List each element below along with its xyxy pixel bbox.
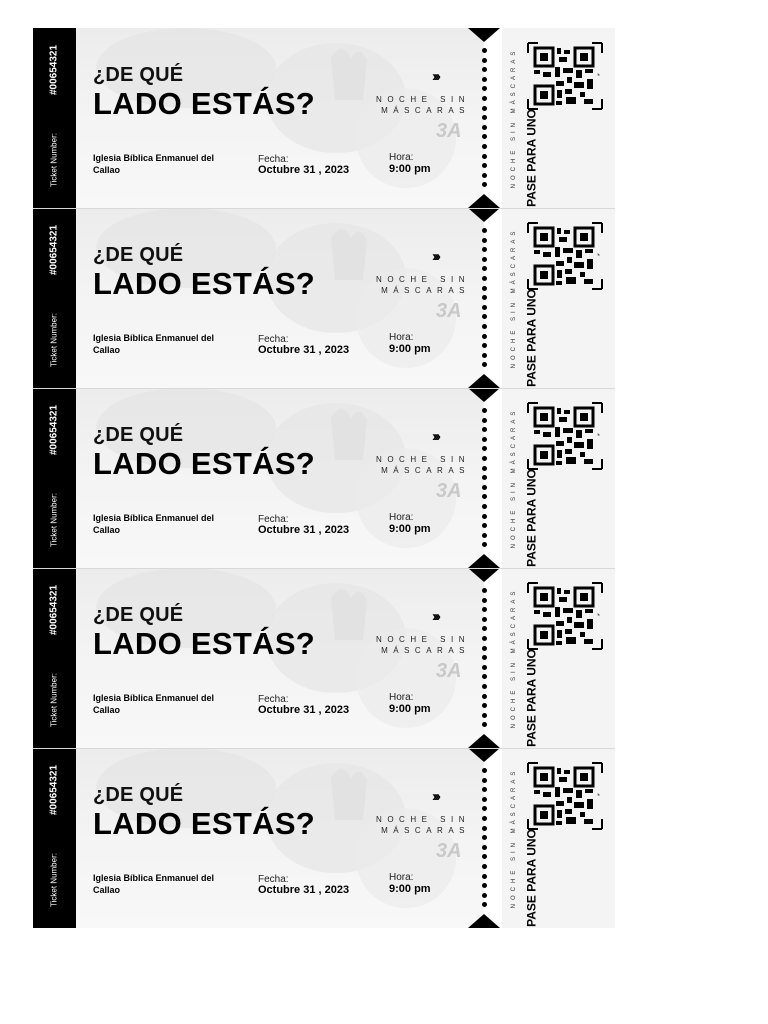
event-name-line1: NOCHE SIN: [376, 275, 470, 284]
perforation: [466, 208, 502, 388]
perforation-dot: [482, 115, 487, 120]
perforation-dot: [482, 48, 487, 53]
venue: Iglesia Bíblica Enmanuel del Callao: [93, 873, 215, 895]
heading-big: LADO ESTÁS?: [93, 266, 316, 301]
perforation: [466, 568, 502, 748]
stub-pass-text: PASE PARA UNO: [524, 289, 539, 387]
ticket-stub: [502, 388, 615, 568]
heading-big: LADO ESTÁS?: [93, 86, 316, 121]
time-value: 9:00 pm: [389, 163, 431, 175]
perforation-dot: [482, 408, 487, 413]
perforation-dot: [482, 607, 487, 612]
ticket-number-strip: [33, 748, 76, 928]
date-value: Octubre 31 , 2023: [258, 704, 350, 716]
ticket: [33, 208, 615, 388]
ticket: [33, 28, 615, 208]
time-label: Hora:: [389, 512, 414, 523]
perforation-dot: [482, 154, 487, 159]
logo-3a-icon: 3A: [436, 660, 462, 682]
perforation: [466, 388, 502, 568]
perforation-dot: [482, 163, 487, 168]
heading-big: LADO ESTÁS?: [93, 446, 316, 481]
perforation-dot: [482, 598, 487, 603]
event-name: [370, 94, 470, 116]
perforation-dot: [482, 665, 487, 670]
ticket-number-label: Ticket Number:: [49, 853, 59, 907]
perforation-dot: [482, 106, 487, 111]
time-label: Hora:: [389, 692, 414, 703]
event-name-line2: MÁSCARAS: [381, 826, 470, 835]
chevrons-right-icon: ›››: [432, 248, 438, 265]
perforation-dot: [482, 494, 487, 499]
date-label: Fecha:: [258, 874, 289, 885]
ticket: [33, 388, 615, 568]
date-value: Octubre 31 , 2023: [258, 164, 350, 176]
chevrons-right-icon: ›››: [432, 608, 438, 625]
ticket-number-strip: [33, 568, 76, 748]
perforation-dot: [482, 778, 487, 783]
heading-small: ¿DE QUÉ: [93, 424, 184, 446]
ticket-number: #00654321: [48, 404, 60, 456]
perforation-dot: [482, 257, 487, 262]
perforation-dot: [482, 247, 487, 252]
ticket-sheet: [33, 28, 615, 926]
time-value: 9:00 pm: [389, 703, 431, 715]
perforation-dot: [482, 466, 487, 471]
qr-code-icon: [526, 761, 604, 831]
chevrons-right-icon: ›››: [432, 428, 438, 445]
perforation-dot: [482, 475, 487, 480]
ticket-number: #00654321: [48, 44, 60, 96]
perforation-dot: [482, 674, 487, 679]
perforation-dot: [482, 173, 487, 178]
perforation-dot: [482, 542, 487, 547]
qr-code-icon: [526, 401, 604, 471]
ticket-divider: [33, 388, 615, 389]
ticket-main: [76, 568, 484, 748]
logo-3a-icon: 3A: [436, 120, 462, 142]
perforation-dot: [482, 266, 487, 271]
perforation: [466, 28, 502, 208]
venue: Iglesia Bíblica Enmanuel del Callao: [93, 153, 215, 175]
perforation: [466, 748, 502, 928]
event-name: [370, 454, 470, 476]
perforation-dot: [482, 787, 487, 792]
ticket-number: #00654321: [48, 764, 60, 816]
perforation-dot: [482, 343, 487, 348]
venue: Iglesia Bíblica Enmanuel del Callao: [93, 513, 215, 535]
ticket-number-label: Ticket Number:: [49, 313, 59, 367]
venue: Iglesia Bíblica Enmanuel del Callao: [93, 333, 215, 355]
perforation-dot: [482, 636, 487, 641]
perforation-dot: [482, 86, 487, 91]
ticket-main: [76, 388, 484, 568]
ticket: [33, 748, 615, 928]
perforation-dot: [482, 134, 487, 139]
stub-event-name: NOCHE SIN MÁSCARAS: [511, 47, 517, 189]
event-name: [370, 274, 470, 296]
perforation-notch-top: [468, 748, 500, 762]
date-label: Fecha:: [258, 694, 289, 705]
event-name-line1: NOCHE SIN: [376, 815, 470, 824]
ticket-stub: [502, 568, 615, 748]
perforation-dot: [482, 684, 487, 689]
perforation-dot: [482, 816, 487, 821]
perforation-dot: [482, 276, 487, 281]
date-value: Octubre 31 , 2023: [258, 884, 350, 896]
small-logo-icon: ◔: [595, 790, 601, 800]
perforation-dot: [482, 96, 487, 101]
time-label: Hora:: [389, 872, 414, 883]
perforation-dot: [482, 902, 487, 907]
perforation-dot: [482, 883, 487, 888]
stub-event-name: NOCHE SIN MÁSCARAS: [511, 407, 517, 549]
event-name-line1: NOCHE SIN: [376, 635, 470, 644]
heading-big: LADO ESTÁS?: [93, 806, 316, 841]
perforation-dot: [482, 58, 487, 63]
perforation-dot: [482, 353, 487, 358]
event-name-line2: MÁSCARAS: [381, 106, 470, 115]
perforation-dot: [482, 646, 487, 651]
perforation-dot: [482, 286, 487, 291]
perforation-dot: [482, 314, 487, 319]
stub-pass-text: PASE PARA UNO: [524, 109, 539, 207]
perforation-dot: [482, 893, 487, 898]
perforation-dot: [482, 703, 487, 708]
perforation-dot: [482, 456, 487, 461]
perforation-dot: [482, 305, 487, 310]
perforation-notch-bottom: [468, 194, 500, 208]
perforation-notch-bottom: [468, 734, 500, 748]
qr-code-icon: [526, 41, 604, 111]
perforation-dot: [482, 362, 487, 367]
perforation-dot: [482, 324, 487, 329]
perforation-dot: [482, 845, 487, 850]
heading-small: ¿DE QUÉ: [93, 64, 184, 86]
qr-code-icon: [526, 581, 604, 651]
time-value: 9:00 pm: [389, 883, 431, 895]
event-name-line1: NOCHE SIN: [376, 95, 470, 104]
perforation-notch-bottom: [468, 554, 500, 568]
chevrons-right-icon: ›››: [432, 788, 438, 805]
perforation-dot: [482, 835, 487, 840]
ticket-main: [76, 28, 484, 208]
perforation-dot: [482, 722, 487, 727]
event-name-line2: MÁSCARAS: [381, 466, 470, 475]
date-value: Octubre 31 , 2023: [258, 344, 350, 356]
perforation-dot: [482, 854, 487, 859]
ticket-number-strip: [33, 208, 76, 388]
date-label: Fecha:: [258, 334, 289, 345]
ticket-number: #00654321: [48, 584, 60, 636]
perforation-dot: [482, 144, 487, 149]
ticket-divider: [33, 568, 615, 569]
stub-pass-text: PASE PARA UNO: [524, 829, 539, 927]
venue: Iglesia Bíblica Enmanuel del Callao: [93, 693, 215, 715]
event-name: [370, 634, 470, 656]
perforation-dot: [482, 797, 487, 802]
small-logo-icon: ◔: [595, 250, 601, 260]
perforation-dot: [482, 446, 487, 451]
time-label: Hora:: [389, 332, 414, 343]
chevrons-right-icon: ›››: [432, 68, 438, 85]
logo-3a-icon: 3A: [436, 480, 462, 502]
perforation-dot: [482, 418, 487, 423]
perforation-dot: [482, 588, 487, 593]
perforation-notch-top: [468, 388, 500, 402]
logo-3a-icon: 3A: [436, 840, 462, 862]
small-logo-icon: ◔: [595, 610, 601, 620]
perforation-dot: [482, 228, 487, 233]
small-logo-icon: ◔: [595, 430, 601, 440]
date-label: Fecha:: [258, 154, 289, 165]
time-value: 9:00 pm: [389, 523, 431, 535]
perforation-dot: [482, 238, 487, 243]
perforation-dot: [482, 77, 487, 82]
heading-big: LADO ESTÁS?: [93, 626, 316, 661]
perforation-dot: [482, 427, 487, 432]
stub-event-name: NOCHE SIN MÁSCARAS: [511, 227, 517, 369]
ticket-stub: [502, 28, 615, 208]
ticket-number-strip: [33, 388, 76, 568]
ticket-number-label: Ticket Number:: [49, 673, 59, 727]
perforation-dot: [482, 655, 487, 660]
ticket-number: #00654321: [48, 224, 60, 276]
perforation-dot: [482, 713, 487, 718]
ticket: [33, 568, 615, 748]
perforation-notch-bottom: [468, 374, 500, 388]
stub-pass-text: PASE PARA UNO: [524, 649, 539, 747]
perforation-dot: [482, 67, 487, 72]
ticket-stub: [502, 748, 615, 928]
perforation-notch-top: [468, 208, 500, 222]
ticket-number-strip: [33, 28, 76, 208]
perforation-dot: [482, 874, 487, 879]
perforation-dot: [482, 437, 487, 442]
ticket-divider: [33, 208, 615, 209]
perforation-dot: [482, 485, 487, 490]
perforation-dot: [482, 768, 487, 773]
heading-small: ¿DE QUÉ: [93, 244, 184, 266]
perforation-dot: [482, 295, 487, 300]
date-label: Fecha:: [258, 514, 289, 525]
stub-event-name: NOCHE SIN MÁSCARAS: [511, 587, 517, 729]
date-value: Octubre 31 , 2023: [258, 524, 350, 536]
time-value: 9:00 pm: [389, 343, 431, 355]
perforation-dot: [482, 533, 487, 538]
perforation-dot: [482, 182, 487, 187]
event-name-line2: MÁSCARAS: [381, 286, 470, 295]
ticket-number-label: Ticket Number:: [49, 133, 59, 187]
perforation-notch-bottom: [468, 914, 500, 928]
small-logo-icon: ◔: [595, 70, 601, 80]
logo-3a-icon: 3A: [436, 300, 462, 322]
perforation-dot: [482, 523, 487, 528]
stub-pass-text: PASE PARA UNO: [524, 469, 539, 567]
event-name-line2: MÁSCARAS: [381, 646, 470, 655]
perforation-notch-top: [468, 28, 500, 42]
ticket-main: [76, 748, 484, 928]
stub-event-name: NOCHE SIN MÁSCARAS: [511, 767, 517, 909]
perforation-dot: [482, 514, 487, 519]
perforation-dot: [482, 626, 487, 631]
ticket-stub: [502, 208, 615, 388]
event-name-line1: NOCHE SIN: [376, 455, 470, 464]
perforation-dot: [482, 334, 487, 339]
perforation-notch-top: [468, 568, 500, 582]
perforation-dot: [482, 694, 487, 699]
heading-small: ¿DE QUÉ: [93, 604, 184, 626]
perforation-dot: [482, 125, 487, 130]
ticket-number-label: Ticket Number:: [49, 493, 59, 547]
heading-small: ¿DE QUÉ: [93, 784, 184, 806]
perforation-dot: [482, 617, 487, 622]
ticket-main: [76, 208, 484, 388]
event-name: [370, 814, 470, 836]
perforation-dot: [482, 806, 487, 811]
time-label: Hora:: [389, 152, 414, 163]
perforation-dot: [482, 504, 487, 509]
perforation-dot: [482, 864, 487, 869]
perforation-dot: [482, 826, 487, 831]
qr-code-icon: [526, 221, 604, 291]
ticket-divider: [33, 748, 615, 749]
